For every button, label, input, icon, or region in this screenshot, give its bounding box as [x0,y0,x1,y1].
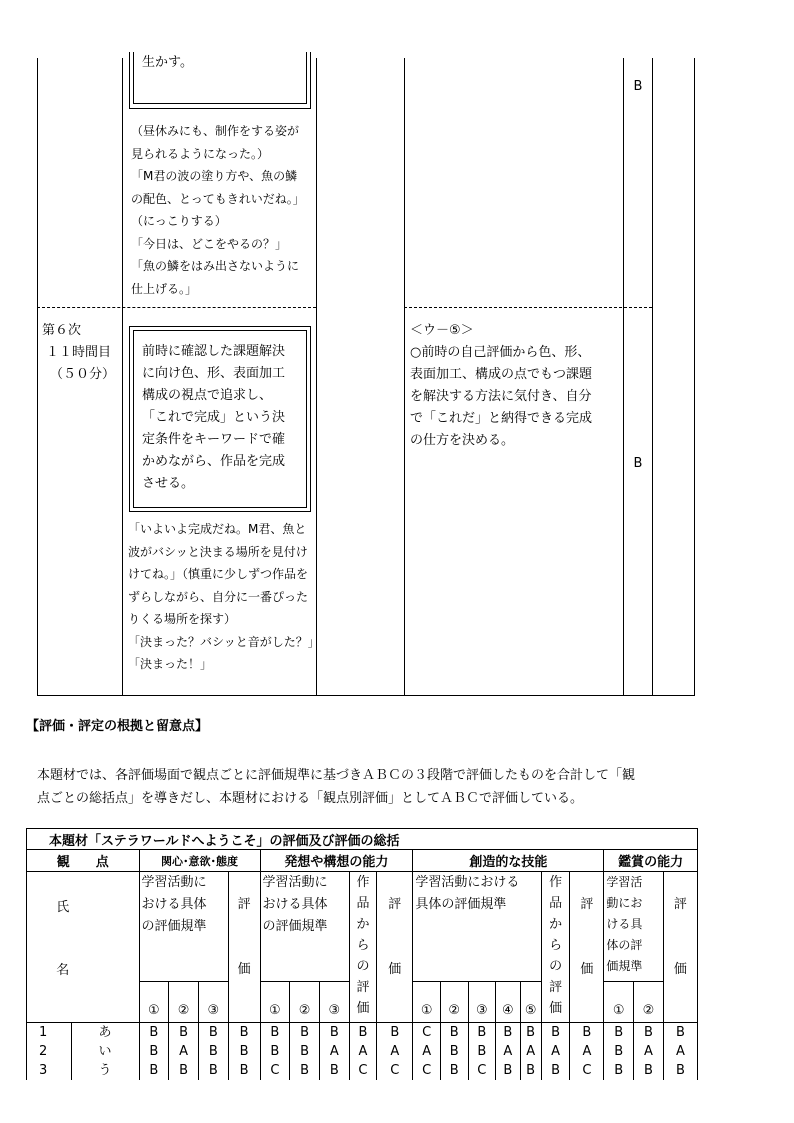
note-line: 見られるようになった。） [131,146,270,161]
body-paragraph [37,764,635,810]
grade-cell: A [520,1042,541,1061]
item-number: ③ [319,981,349,1022]
grade-cell: C [377,1061,413,1080]
prev-notes [131,120,305,300]
item-number: ⑤ [520,981,541,1022]
session-label-2: １１時間目 [46,345,112,360]
student-name: い [71,1042,139,1061]
criteria-line: で「これだ」と納得できる完成 [410,411,593,426]
rubric-d: 学習活 動にお ける具 体の評 価規準 [604,872,663,982]
prev-eval: B [633,79,643,94]
grade-cell: B [290,1061,320,1080]
table-row [27,1061,698,1080]
note-line: 「いよいよ完成だね。M君、魚と [128,522,307,536]
session-label-1: 第６次 [42,323,82,338]
section-heading: 【評価・評定の根拠と留意点】 [26,719,209,734]
activity-line: させる。 [142,476,195,491]
row-number: 1 [27,1023,72,1043]
criteria-line: ＜ウ－⑤＞ [410,323,474,338]
activity-line: 定条件をキーワードで確 [142,432,286,447]
name-char-2: 名 [56,963,70,978]
grade-cell: B [228,1042,260,1061]
note-line: 「決まった？バシッと音がした？」 [128,634,320,649]
evaluation-summary-table [26,828,698,1080]
item-number: ④ [496,981,520,1022]
col-line-1 [37,58,38,695]
grade-cell: B [260,1023,290,1043]
col-line-4 [404,58,405,695]
row-separator-2 [404,307,652,308]
prev-activity-text: 生かす。 [142,55,193,70]
grade-cell: B [496,1023,520,1043]
table-bottom-line [37,695,695,696]
activity-line: 「これで完成」という決 [142,410,286,425]
activity-line: かめながら、作品を完成 [142,454,286,469]
item-number: ① [413,981,441,1022]
grade-cell: A [319,1042,349,1061]
group-appreciation: 鑑賞の能力 [604,850,698,872]
grade-cell: B [290,1023,320,1043]
item-number: ① [139,981,169,1022]
grade-cell: B [198,1061,228,1080]
grade-cell: B [198,1042,228,1061]
grade-cell: C [260,1061,290,1080]
note-line: ずらしながら、自分に一番ぴった [128,589,309,604]
item-number: ① [260,981,290,1022]
grade-cell: B [604,1061,634,1080]
item-number: ② [290,981,320,1022]
grade-cell: B [319,1023,349,1043]
rubric-a: 学習活動に おける具体 の評価規準 [139,872,228,982]
work-eval-b: 作 品 か ら の 評 価 [349,872,377,1023]
grade-cell: B [541,1061,570,1080]
title-row [27,829,698,850]
grade-cell: A [634,1042,664,1061]
activity-line: 前時に確認した課題解決 [142,344,286,359]
grade-cell: B [541,1023,570,1043]
grade-cell: B [520,1061,541,1080]
grade-cell: A [496,1042,520,1061]
note-line: （にっこりする） [131,214,227,228]
work-eval-c: 作 品 か ら の 評 価 [541,872,570,1023]
grade-cell: B [228,1023,260,1043]
grade-cell: C [413,1023,441,1043]
grade-cell: C [413,1061,441,1080]
table-row [27,1023,698,1043]
item-number: ① [604,981,634,1022]
grade-cell: B [198,1023,228,1043]
group-ideation: 発想や構想の能力 [260,850,413,872]
note-line: 仕上げる。」 [131,281,198,296]
grade-cell: B [496,1061,520,1080]
header-row [27,872,698,982]
grade-cell: B [570,1023,604,1043]
item-number: ② [634,981,664,1022]
note-line: の配色、とってもきれいだね。」 [131,191,305,206]
student-name: う [71,1061,139,1080]
grade-cell: C [349,1061,377,1080]
criteria-line: を解決する方法に気付き、自分 [410,389,592,404]
grade-cell: B [377,1023,413,1043]
item-number: ③ [468,981,496,1022]
session-eval: B [633,456,643,471]
activity-line: 構成の視点で追求し、 [142,388,273,403]
note-line: 波がバシッと決まる場所を見付け [128,544,308,559]
col-line-7 [694,58,695,695]
body-line: 点ごとの総括点」を導きだし、本題材における「観点別評価」としてＡＢＣで評価している。 [37,791,584,806]
grade-cell: B [440,1023,468,1043]
grade-cell: A [349,1042,377,1061]
grade-cell: B [260,1042,290,1061]
note-line: 「決まった！」 [128,657,213,671]
row-separator-1 [37,307,316,308]
item-number: ③ [198,981,228,1022]
name-char-1: 氏 [56,900,70,915]
group-row [27,850,698,872]
grade-cell: B [634,1061,664,1080]
grade-cell: B [139,1061,169,1080]
group-skill: 創造的な技能 [413,850,604,872]
note-line: （昼休みにも、制作をする姿が [131,124,300,138]
activity-line: に向け色、形、表面加工 [142,366,286,381]
grade-cell: C [570,1061,604,1080]
col-line-6 [652,58,653,695]
grade-cell: A [570,1042,604,1061]
col-line-5 [623,58,624,695]
criteria-line: の仕方を決める。 [410,433,515,448]
body-line: 本題材では、各評価場面で観点ごとに評価規準に基づきＡＢＣの３段階で評価したものを合計して「観 [37,768,636,783]
grade-cell: B [349,1023,377,1043]
grade-cell: B [663,1023,697,1043]
grade-cell: B [319,1061,349,1080]
grade-cell: B [139,1042,169,1061]
item-number: ② [169,981,199,1022]
grade-cell: B [290,1042,320,1061]
table-title: 本題材「ステラワールドへようこそ」の評価及び評価の総括 [27,829,698,850]
rubric-b: 学習活動に おける具体 の評価規準 [260,872,349,982]
grade-cell: B [663,1061,697,1080]
activity-notes [128,518,320,676]
grade-cell: B [169,1061,199,1080]
note-line: けてね。」（慎重に少しずつ作品を [128,567,309,581]
grade-cell: B [634,1023,664,1043]
grade-cell: B [440,1042,468,1061]
grade-cell: B [440,1061,468,1080]
note-line: 「今日は、どこをやるの？」 [131,236,288,251]
grade-cell: A [169,1042,199,1061]
grade-cell: A [377,1042,413,1061]
grade-cell: C [468,1061,496,1080]
item-number: ② [440,981,468,1022]
session-label-3: （５０分） [50,367,116,382]
note-line: 「M君の波の塗り方や、魚の鱗 [131,169,298,183]
grade-cell: B [468,1042,496,1061]
viewpoint-label: 観 点 [27,850,140,872]
grade-cell: A [541,1042,570,1061]
grade-cell: B [228,1061,260,1080]
grade-cell: A [663,1042,697,1061]
group-interest: 関心･意欲･態度 [139,850,260,872]
grade-cell: B [468,1023,496,1043]
eval-d: 評 価 [663,872,697,1023]
grade-cell: A [413,1042,441,1061]
grade-cell: B [520,1023,541,1043]
criteria-line: ○前時の自己評価から色、形、 [410,345,591,360]
rubric-c: 学習活動における 具体の評価規準 [413,872,541,982]
note-line: りくる場所を探す） [128,612,237,626]
student-name: あ [71,1023,139,1043]
grade-cell: B [169,1023,199,1043]
row-number: 3 [27,1061,72,1080]
row-number: 2 [27,1042,72,1061]
criteria-line: 表面加工、構成の点でもつ課題 [410,367,593,382]
eval-a: 評 価 [228,872,260,1023]
eval-c: 評 価 [570,872,604,1023]
grade-cell: B [604,1023,634,1043]
table-row [27,1042,698,1061]
grade-cell: B [604,1042,634,1061]
grade-cell: B [139,1023,169,1043]
note-line: 「魚の鱗をはみ出さないように [131,259,300,273]
col-line-2 [122,58,123,695]
name-header [27,872,140,1023]
eval-b: 評 価 [377,872,413,1023]
